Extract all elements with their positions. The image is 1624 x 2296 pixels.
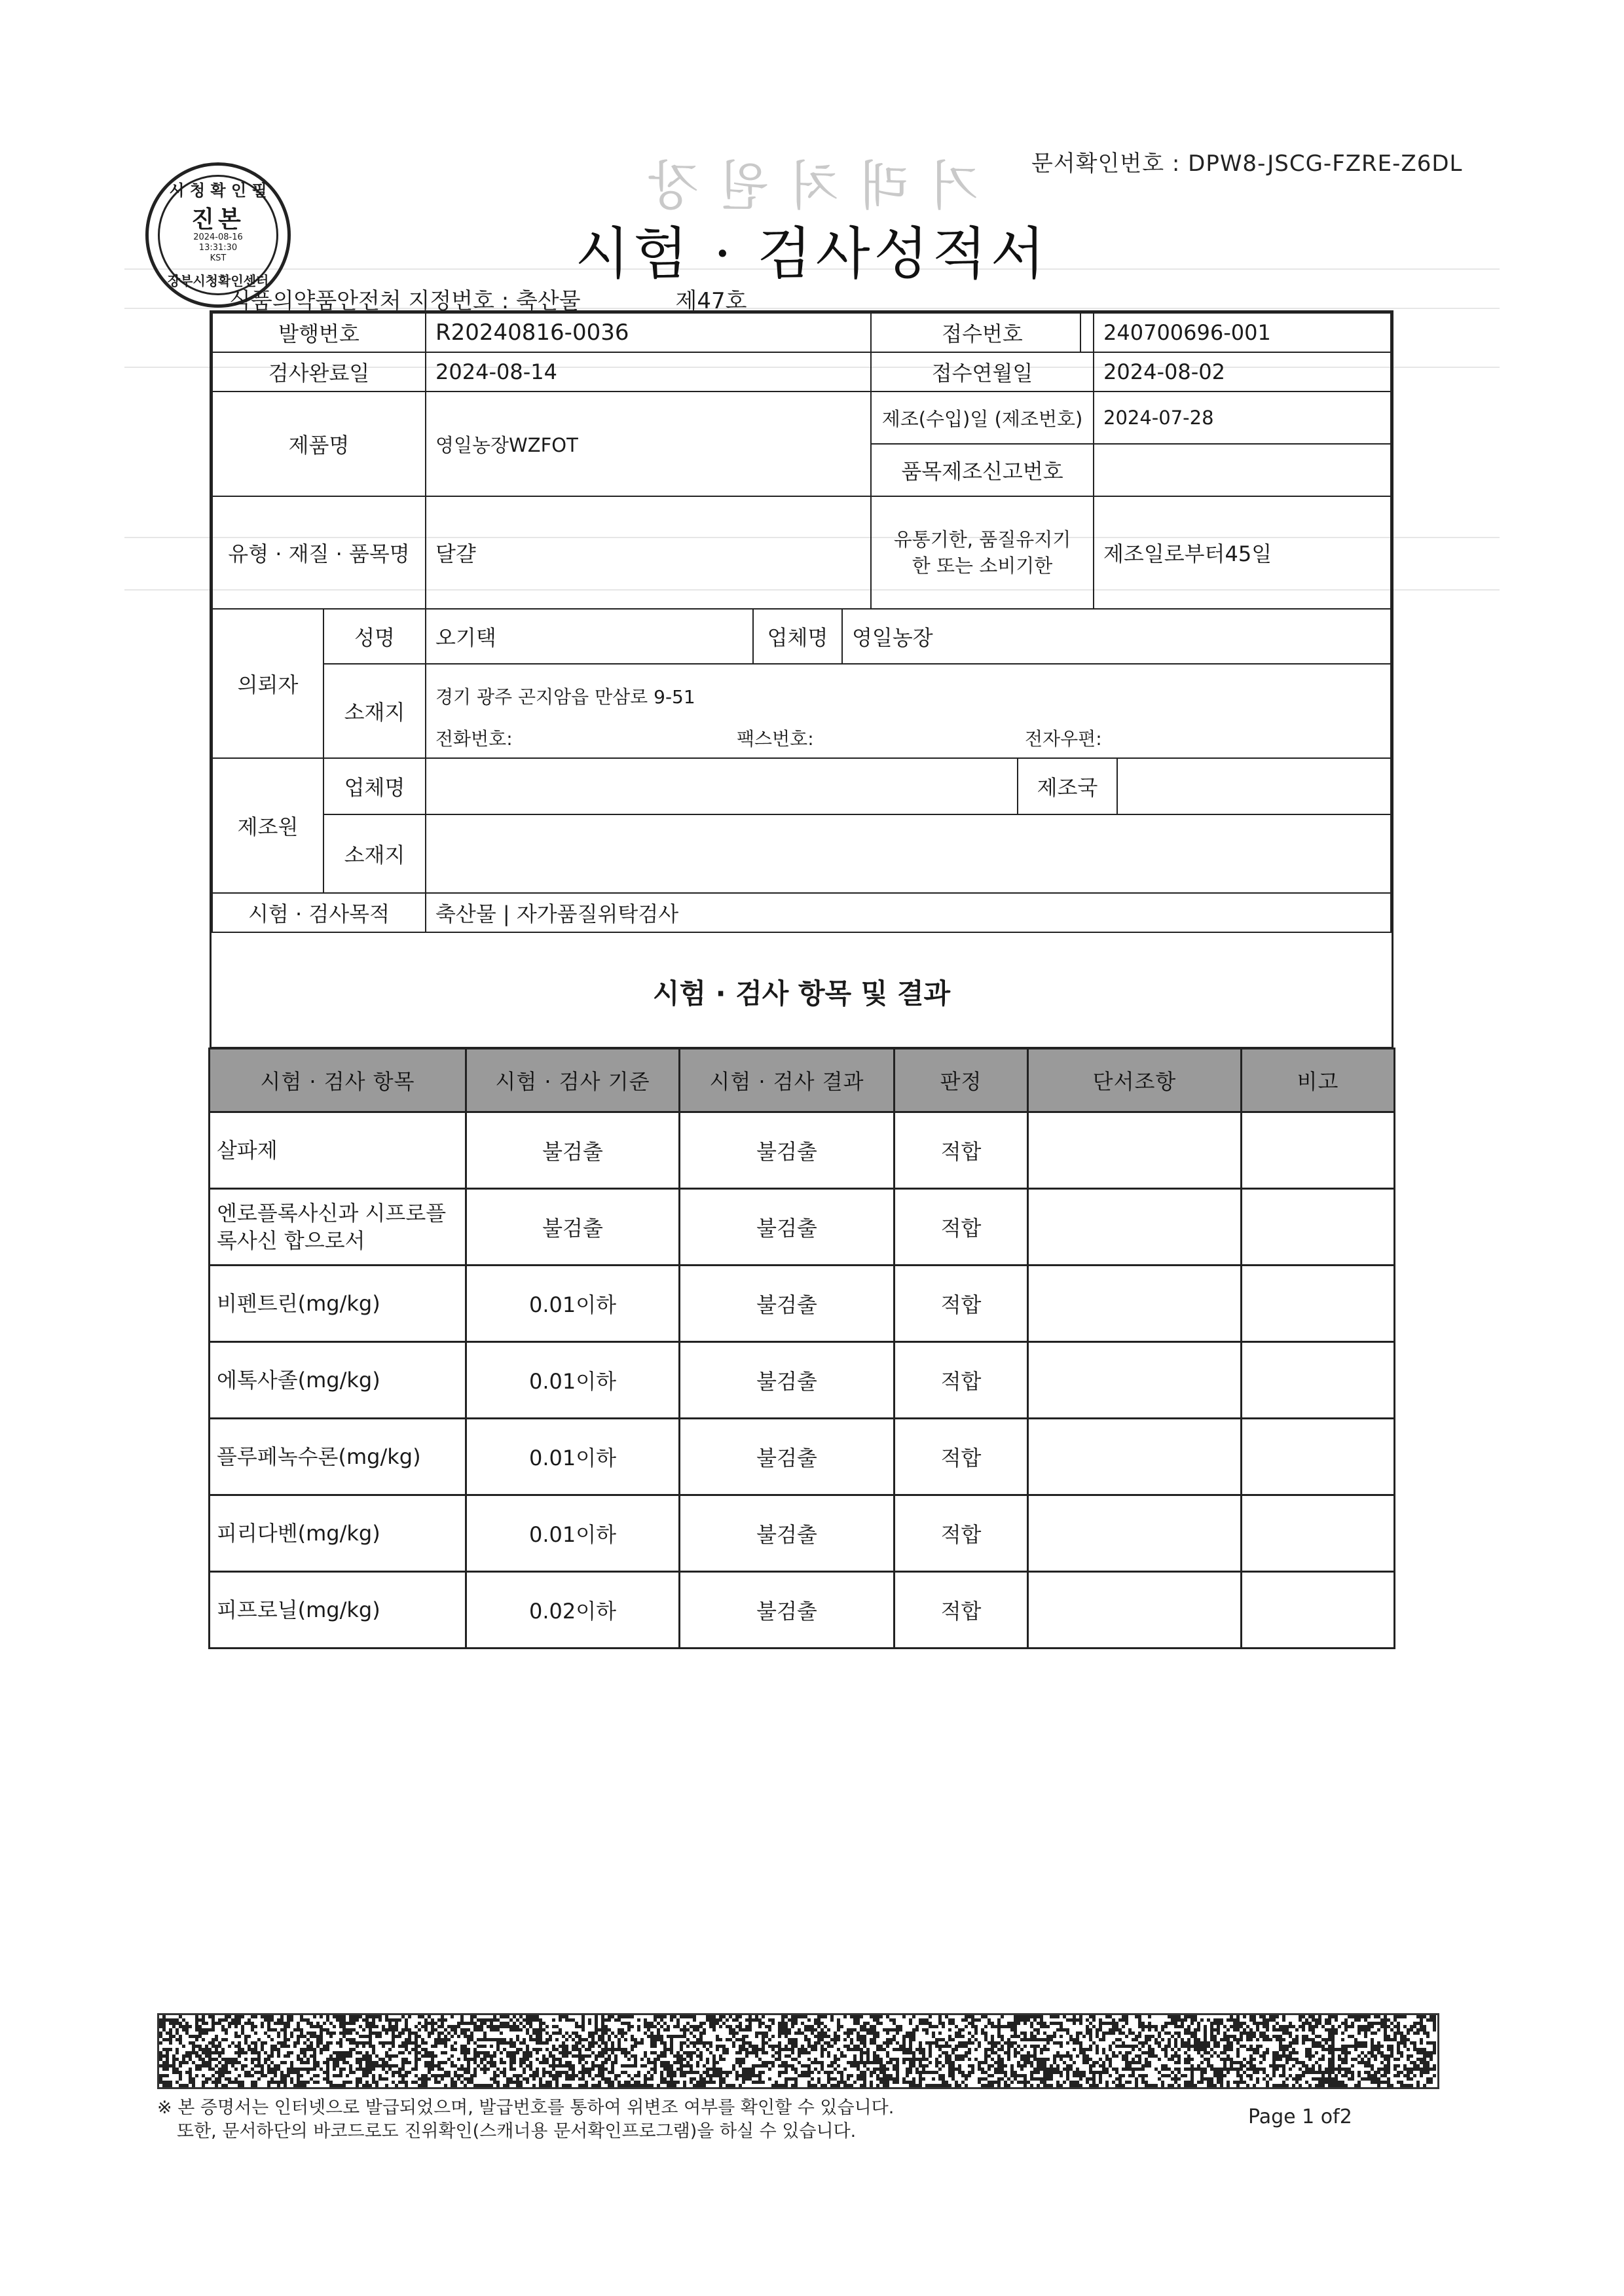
requester-name-value: 오기택 [425,608,754,665]
footer-note-line-1: ※ 본 증명서는 인터넷으로 발급되었으며, 발급번호를 통하여 위변조 여부를 확인할 수 있습니다. [157,2098,895,2118]
row-result: 불검출 [680,1342,895,1419]
col-header-standard: 시험 · 검사 기준 [466,1049,680,1112]
issue-no-value: R20240816-0036 [425,312,1081,353]
product-name-value: 영일농장WZFOT [425,391,872,497]
col-header-item: 시험 · 검사 항목 [210,1049,466,1112]
row-proviso [1028,1419,1242,1495]
email-label: 전자우편: [1025,728,1102,750]
phone-label: 전화번호: [435,728,513,750]
manufacturer-section-label: 제조원 [212,757,324,894]
requester-address-block [425,663,1392,759]
issue-no-label: 발행번호 [212,312,426,353]
seal-bottom-text: 장부시청확인센터 [167,273,269,289]
footer-note-line-2: 또한, 문서하단의 바코드로도 진위확인(스캐너용 문서확인프로그램)을 하실 수 있습니다. [177,2121,857,2141]
seal-timezone: KST [210,253,227,263]
row-result: 불검출 [680,1112,895,1189]
col-header-judgment: 판정 [895,1049,1028,1112]
table-row [210,1342,1395,1419]
row-judgment: 적합 [895,1419,1028,1495]
row-standard: 0.01이하 [466,1419,680,1495]
expiry-label: 유통기한, 품질유지기한 또는 소비기한 [870,496,1094,610]
seal-time: 13:31:30 [198,243,238,253]
table-row [210,1112,1395,1189]
row-judgment: 적합 [895,1342,1028,1419]
report-no-value [1093,443,1392,497]
results-header-row [210,1049,1395,1112]
seal-top-text: 시 청 확 인 필 [169,181,267,200]
info-frame [210,310,1393,1049]
row-note [1242,1112,1395,1189]
complete-date-label: 검사완료일 [212,352,426,392]
table-row [210,1419,1395,1495]
row-proviso [1028,1572,1242,1649]
manufacturer-country-label: 제조국 [1017,757,1118,815]
row-item: 비펜트린(mg/kg) [210,1266,466,1342]
row-item: 엔로플록사신과 시프로플록사신 합으로서 [210,1189,466,1266]
manufacturer-company-label: 업체명 [323,757,426,815]
col-header-note: 비고 [1242,1049,1395,1112]
requester-company-label: 업체명 [752,608,843,665]
requester-address-label: 소재지 [323,663,426,759]
col-header-proviso: 단서조항 [1028,1049,1242,1112]
results-section-title: 시험 · 검사 항목 및 결과 [652,977,951,1010]
document-check-code: 문서확인번호 : DPW8-JSCG-FZRE-Z6DL [1031,151,1463,177]
product-name-label: 제품명 [212,391,426,497]
row-note [1242,1419,1395,1495]
row-judgment: 적합 [895,1495,1028,1572]
row-note [1242,1495,1395,1572]
row-item: 살파제 [210,1112,466,1189]
receipt-no-value: 240700696-001 [1093,312,1392,353]
row-judgment: 적합 [895,1112,1028,1189]
type-value: 달걀 [425,496,872,610]
mfg-date-value: 2024-07-28 [1093,391,1392,445]
row-proviso [1028,1342,1242,1419]
purpose-label: 시험 · 검사목적 [212,892,426,933]
footer-note [157,2096,894,2143]
manufacturer-country-value [1116,757,1392,815]
seal-main-text: 진본 [191,206,245,233]
manufacturer-address-label: 소재지 [323,814,426,894]
table-row [210,1572,1395,1649]
requester-address-value: 경기 광주 곤지암읍 만삼로 9-51 [435,686,695,708]
report-no-label: 품목제조신고번호 [870,443,1094,497]
results-table [208,1048,1393,1629]
row-item: 플루페녹수론(mg/kg) [210,1419,466,1495]
designation-label: 식품의약품안전처 지정번호 : 축산물 [229,288,581,314]
mfg-date-label: 제조(수입)일 (제조번호) [870,391,1094,445]
col-header-result: 시험 · 검사 결과 [680,1049,895,1112]
table-row [210,1266,1395,1342]
complete-date-value: 2024-08-14 [425,352,872,392]
manufacturer-address-value [425,814,1392,894]
manufacturer-company-value [425,757,1018,815]
barcode-pattern [159,2015,1437,2087]
requester-company-value: 영일농장 [841,608,1392,665]
seal-date: 2024-08-16 [193,232,243,242]
expiry-value: 제조일로부터45일 [1093,496,1392,610]
row-item: 피프로닐(mg/kg) [210,1572,466,1649]
row-standard: 불검출 [466,1112,680,1189]
row-proviso [1028,1495,1242,1572]
receipt-no-label: 접수번호 [870,312,1094,353]
requester-section-label: 의뢰자 [212,608,324,759]
table-row [210,1495,1395,1572]
row-result: 불검출 [680,1266,895,1342]
row-proviso [1028,1112,1242,1189]
receipt-date-value: 2024-08-02 [1093,352,1392,392]
row-proviso [1028,1189,1242,1266]
row-standard: 0.01이하 [466,1495,680,1572]
row-standard: 불검출 [466,1189,680,1266]
row-judgment: 적합 [895,1572,1028,1649]
row-item: 에톡사졸(mg/kg) [210,1342,466,1419]
type-label: 유형 · 재질 · 품목명 [212,496,426,610]
row-standard: 0.01이하 [466,1342,680,1419]
document-title: 시험 · 검사성적서 [575,221,1049,287]
row-result: 불검출 [680,1189,895,1266]
page-number: Page 1 of2 [1248,2105,1352,2128]
row-judgment: 적합 [895,1189,1028,1266]
row-proviso [1028,1266,1242,1342]
row-note [1242,1572,1395,1649]
row-note [1242,1342,1395,1419]
row-note [1242,1266,1395,1342]
row-result: 불검출 [680,1419,895,1495]
row-standard: 0.01이하 [466,1266,680,1342]
purpose-value: 축산물 | 자가품질위탁검사 [425,892,1392,933]
requester-name-label: 성명 [323,608,426,665]
verification-barcode [157,2013,1439,2089]
receipt-date-label: 접수연월일 [870,352,1094,392]
designation-number: 제47호 [675,288,747,314]
fax-label: 팩스번호: [737,728,814,750]
row-note [1242,1189,1395,1266]
row-result: 불검출 [680,1572,895,1649]
row-standard: 0.02이하 [466,1572,680,1649]
barcode-modules [159,2015,1436,2087]
row-item: 피리다벤(mg/kg) [210,1495,466,1572]
table-row [210,1189,1395,1266]
bleed-through-title: 거래처원장 [629,156,980,217]
row-judgment: 적합 [895,1266,1028,1342]
row-result: 불검출 [680,1495,895,1572]
